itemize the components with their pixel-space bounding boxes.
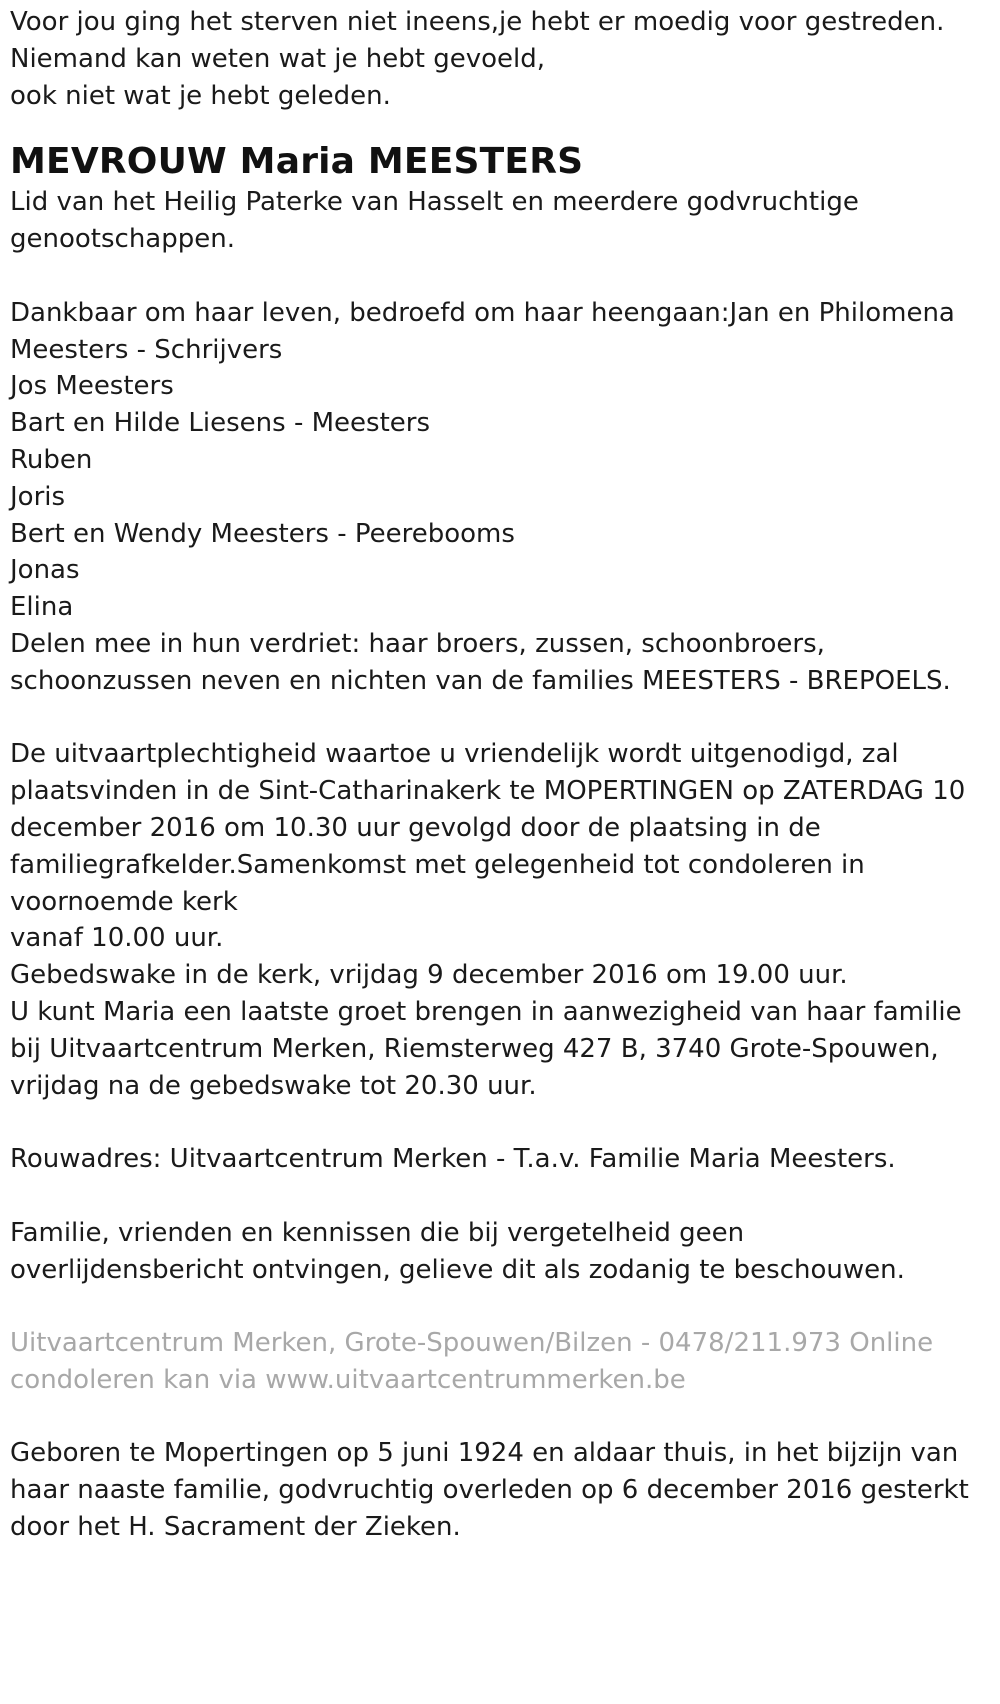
family-line: Joris [10, 481, 66, 512]
ceremony-line: U kunt Maria een laatste groet brengen in aanwezigheid van haar familie [10, 996, 962, 1027]
birth-line: haar naaste familie, godvruchtig overleden op 6 december 2016 gesterkt [10, 1475, 969, 1506]
address-section [10, 1141, 970, 1178]
deceased-name: MEVROUW Maria MEESTERS [10, 141, 584, 183]
funeral-home-line: condoleren kan via www.uitvaartcentrummerken.be [10, 1364, 686, 1395]
family-line: Jos Meesters [10, 371, 174, 402]
paragraph-gap [10, 1399, 970, 1436]
family-line: Bart en Hilde Liesens - Meesters [10, 408, 430, 439]
poem-line: Niemand kan weten wat je hebt gevoeld, [10, 43, 546, 74]
ceremony-line: vanaf 10.00 uur. [10, 923, 224, 954]
ceremony-line: Gebedswake in de kerk, vrijdag 9 december 2016 om 19.00 uur. [10, 960, 848, 991]
membership-section [10, 184, 970, 258]
family-section [10, 295, 970, 700]
ceremony-line: december 2016 om 10.30 uur gevolgd door de plaatsing in de [10, 812, 821, 843]
ceremony-section [10, 736, 970, 1104]
notice-line: overlijdensbericht ontvingen, gelieve dit als zodanig te beschouwen. [10, 1254, 905, 1285]
birth-line: Geboren te Mopertingen op 5 juni 1924 en aldaar thuis, in het bijzijn van [10, 1438, 959, 1469]
ceremony-line: voornoemde kerk [10, 886, 238, 917]
ceremony-line: bij Uitvaartcentrum Merken, Riemsterweg 427 B, 3740 Grote-Spouwen, [10, 1033, 939, 1064]
poem-line: ook niet wat je hebt geleden. [10, 80, 391, 111]
family-line: Delen mee in hun verdriet: haar broers, zussen, schoonbroers, [10, 628, 825, 659]
paragraph-gap [10, 1178, 970, 1215]
ceremony-line: vrijdag na de gebedswake tot 20.30 uur. [10, 1070, 537, 1101]
funeral-home-section [10, 1325, 970, 1399]
birth-section [10, 1435, 970, 1545]
notice-section [10, 1215, 970, 1289]
ceremony-line: De uitvaartplechtigheid waartoe u vriendelijk wordt uitgenodigd, zal [10, 739, 899, 770]
address-line: Rouwadres: Uitvaartcentrum Merken - T.a.v. Familie Maria Meesters. [10, 1144, 896, 1175]
paragraph-gap [10, 1288, 970, 1325]
family-line: Jonas [10, 555, 80, 586]
family-line: Meesters - Schrijvers [10, 334, 283, 365]
family-line: Dankbaar om haar leven, bedroefd om haar heengaan:Jan en Philomena [10, 297, 955, 328]
family-line: Ruben [10, 444, 93, 475]
funeral-home-line: Uitvaartcentrum Merken, Grote-Spouwen/Bilzen - 0478/211.973 Online [10, 1328, 934, 1359]
poem-line: Voor jou ging het sterven niet ineens,je hebt er moedig voor gestreden. [10, 7, 945, 37]
birth-line: door het H. Sacrament der Zieken. [10, 1512, 461, 1543]
paragraph-gap [10, 700, 970, 737]
paragraph-gap [10, 1104, 970, 1141]
notice-line: Familie, vrienden en kennissen die bij vergetelheid geen [10, 1217, 745, 1248]
ceremony-line: plaatsvinden in de Sint-Catharinakerk te MOPERTINGEN op ZATERDAG 10 [10, 776, 966, 807]
ceremony-line: familiegrafkelder.Samenkomst met gelegenheid tot condoleren in [10, 849, 865, 880]
family-line: schoonzussen neven en nichten van de families MEESTERS - BREPOELS. [10, 665, 951, 696]
poem-section [10, 4, 970, 114]
membership-line: Lid van het Heilig Paterke van Hasselt en meerdere godvruchtige [10, 187, 859, 218]
family-line: Elina [10, 592, 74, 623]
paragraph-gap [10, 258, 970, 295]
membership-line: genootschappen. [10, 224, 235, 255]
family-line: Bert en Wendy Meesters - Peerebooms [10, 518, 515, 549]
